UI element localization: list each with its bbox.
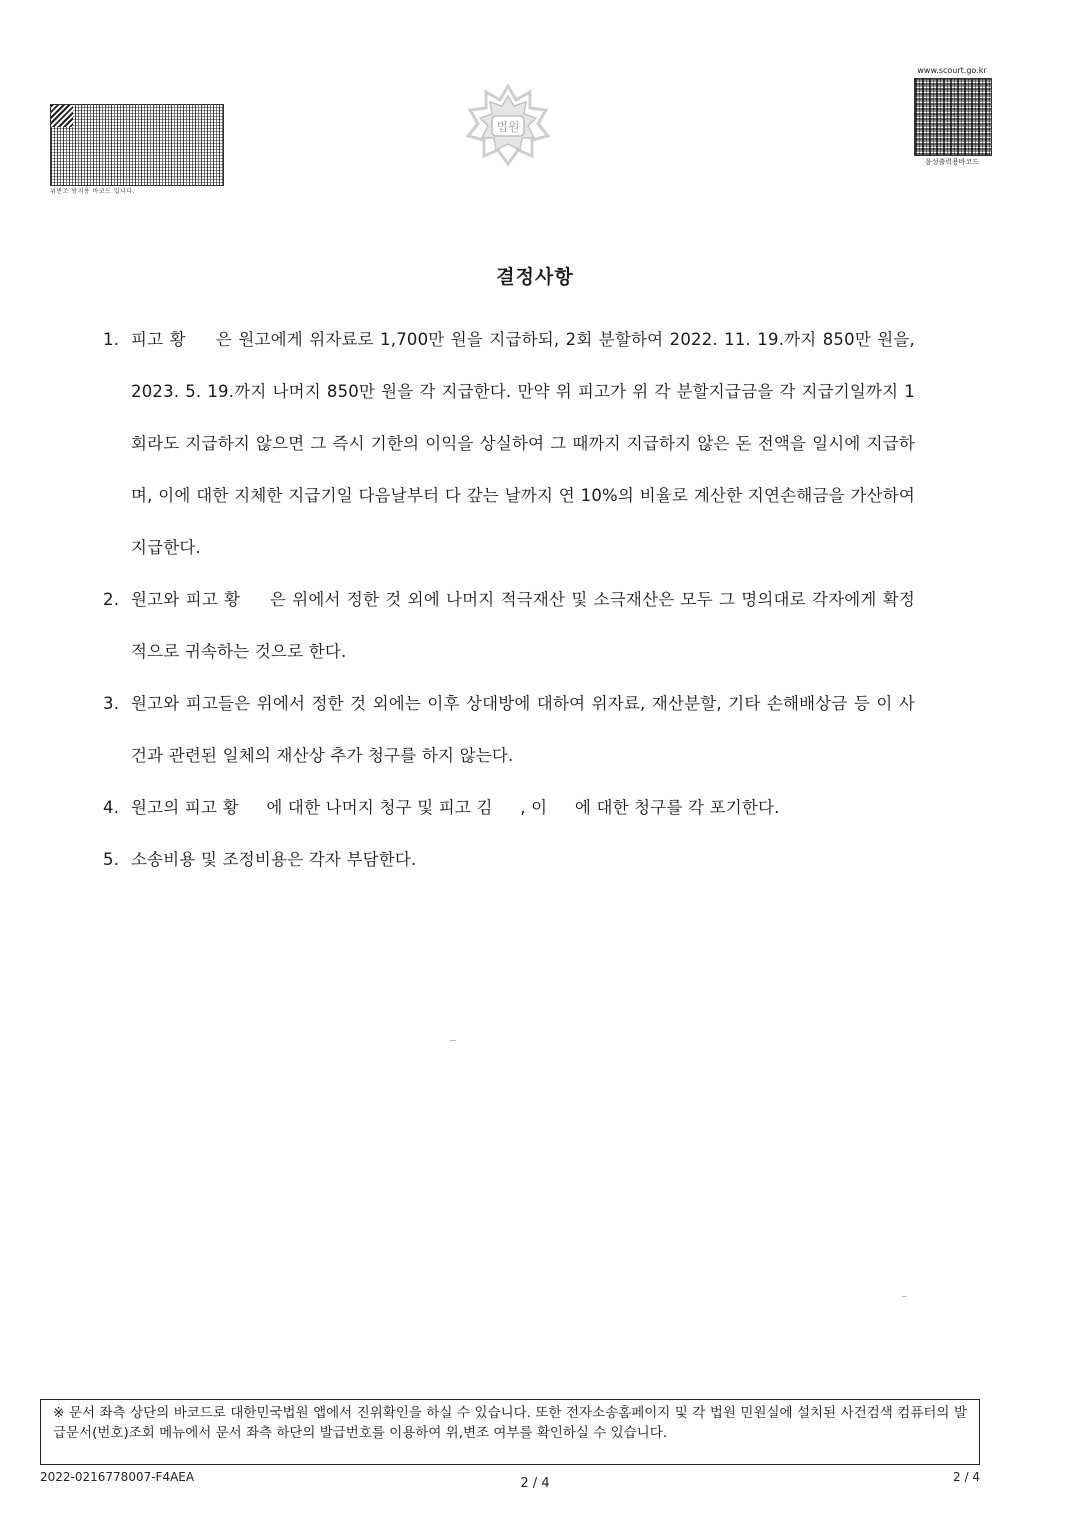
item-text: 원고와 피고들은 위에서 정한 것 외에는 이후 상대방에 대하여 위자료, 재산분할, 기타 손해배상금 등 이 사건과 관련된 일체의 재산상 추가 청구를 하지 않는다. [131,694,915,765]
item-number: 4. [103,798,120,817]
page-indicator-center: 2 / 4 [520,1476,550,1491]
verification-notice: ※ 문서 좌측 상단의 바코드로 대한민국법원 앱에서 진위확인을 하실 수 있습니다. 또한 전자소송홈페이지 및 각 법원 민원실에 설치된 사건검색 컴퓨터의 발급문서(번호)조회 메뉴에서 문서 좌측 하단의 발급번호를 이용하여 위,변조 여부를 확인하실 수 있습니다. [40,1399,980,1465]
item-text: 원고와 피고 황 은 위에서 정한 것 외에 나머지 적극재산 및 소극재산은 모두 그 명의대로 각자에게 확정적으로 귀속하는 것으로 한다. [131,590,915,661]
item-number: 1. [103,330,120,349]
decision-item-2 [103,574,915,678]
item-text: 피고 황 은 원고에게 위자료로 1,700만 원을 지급하되, 2회 분할하여 2022. 11. 19.까지 850만 원을, 2023. 5. 19.까지 나머지 850만 원을 각 지급한다. 만약 위 피고가 위 각 분할지급금을 각 지급기일까지 1회라도 지급하지 않으면 그 즉시 기한의 이익을 상실하여 그 때까지 지급하지 않은 돈 전액을 일시에 지급하며, 이에 대한 지체한 지급기일 다음날부터 다 갚는 날까지 연 10%의 비율로 계산한 지연손해금을 가산하여 지급한다. [131,330,915,557]
document-title: 결정사항 [496,266,574,288]
item-number: 5. [103,850,120,869]
decision-item-5 [103,834,915,886]
anti-forgery-barcode [50,104,224,186]
item-text: 원고의 피고 황 에 대한 나머지 청구 및 피고 김 , 이 에 대한 청구를 각 포기한다. [131,798,780,817]
court-url: www.scourt.go.kr [917,66,987,75]
court-seal-icon [464,82,552,170]
audio-output-barcode-caption: 음성출력용바코드 [924,158,980,166]
decision-item-4 [103,782,915,834]
decision-items-list [103,314,915,886]
issue-number: 2022-0216778007-F4AEA [40,1470,195,1484]
item-text: 소송비용 및 조정비용은 각자 부담한다. [131,850,417,869]
item-number: 3. [103,694,120,713]
scan-speck [902,1296,907,1297]
item-number: 2. [103,590,120,609]
decision-item-1 [103,314,915,574]
page-indicator-right: 2 / 4 [953,1470,980,1484]
scan-speck [450,1040,456,1041]
court-seal-label: 법원 [496,120,520,134]
decision-item-3 [103,678,915,782]
audio-output-barcode [914,78,992,156]
barcode-corner-mark [51,105,73,127]
anti-forgery-barcode-caption: 위변조 방지용 바코드 입니다. [50,188,136,195]
